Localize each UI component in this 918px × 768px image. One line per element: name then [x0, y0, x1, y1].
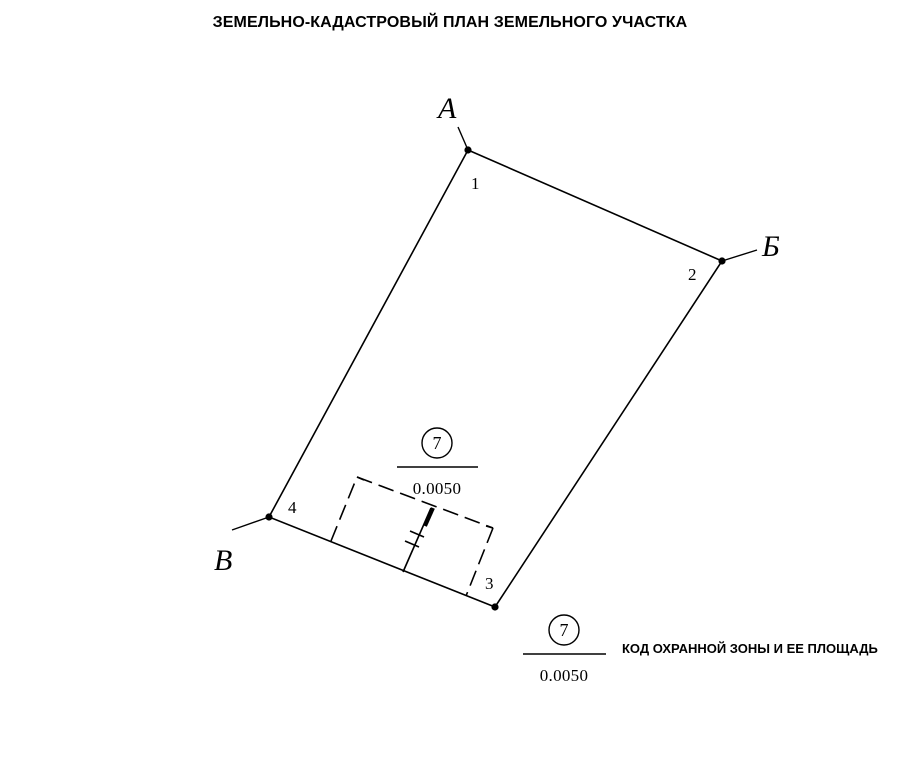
zone-area: 0.0050: [412, 479, 462, 498]
vertex-point-4: [265, 513, 272, 520]
leader-b: [722, 250, 757, 261]
legend-caption: КОД ОХРАННОЙ ЗОНЫ И ЕЕ ПЛОЩАДЬ: [622, 641, 878, 656]
leader-a: [458, 127, 468, 150]
corner-label-a: А: [438, 92, 457, 125]
zone-code: 7: [432, 433, 442, 453]
vertex-number-2: 2: [688, 265, 697, 284]
plan-title: ЗЕМЕЛЬНО-КАДАСТРОВЫЙ ПЛАН ЗЕМЕЛЬНОГО УЧАСТКА: [212, 14, 688, 31]
vertex-point-1: [464, 146, 471, 153]
parcel-boundary: [269, 150, 722, 607]
legend-area: 0.0050: [539, 666, 589, 685]
vertex-number-1: 1: [471, 174, 480, 193]
vertex-number-4: 4: [288, 498, 297, 517]
legend-code: 7: [559, 620, 569, 640]
vertex-point-2: [718, 257, 725, 264]
corner-label-b: Б: [762, 230, 780, 263]
corner-label-c: В: [214, 544, 233, 577]
utility-tick-1: [410, 531, 424, 537]
leader-c: [232, 517, 269, 530]
vertex-point-3: [491, 603, 498, 610]
vertex-number-3: 3: [485, 574, 494, 593]
zone-end-tick-right: [486, 526, 493, 528]
